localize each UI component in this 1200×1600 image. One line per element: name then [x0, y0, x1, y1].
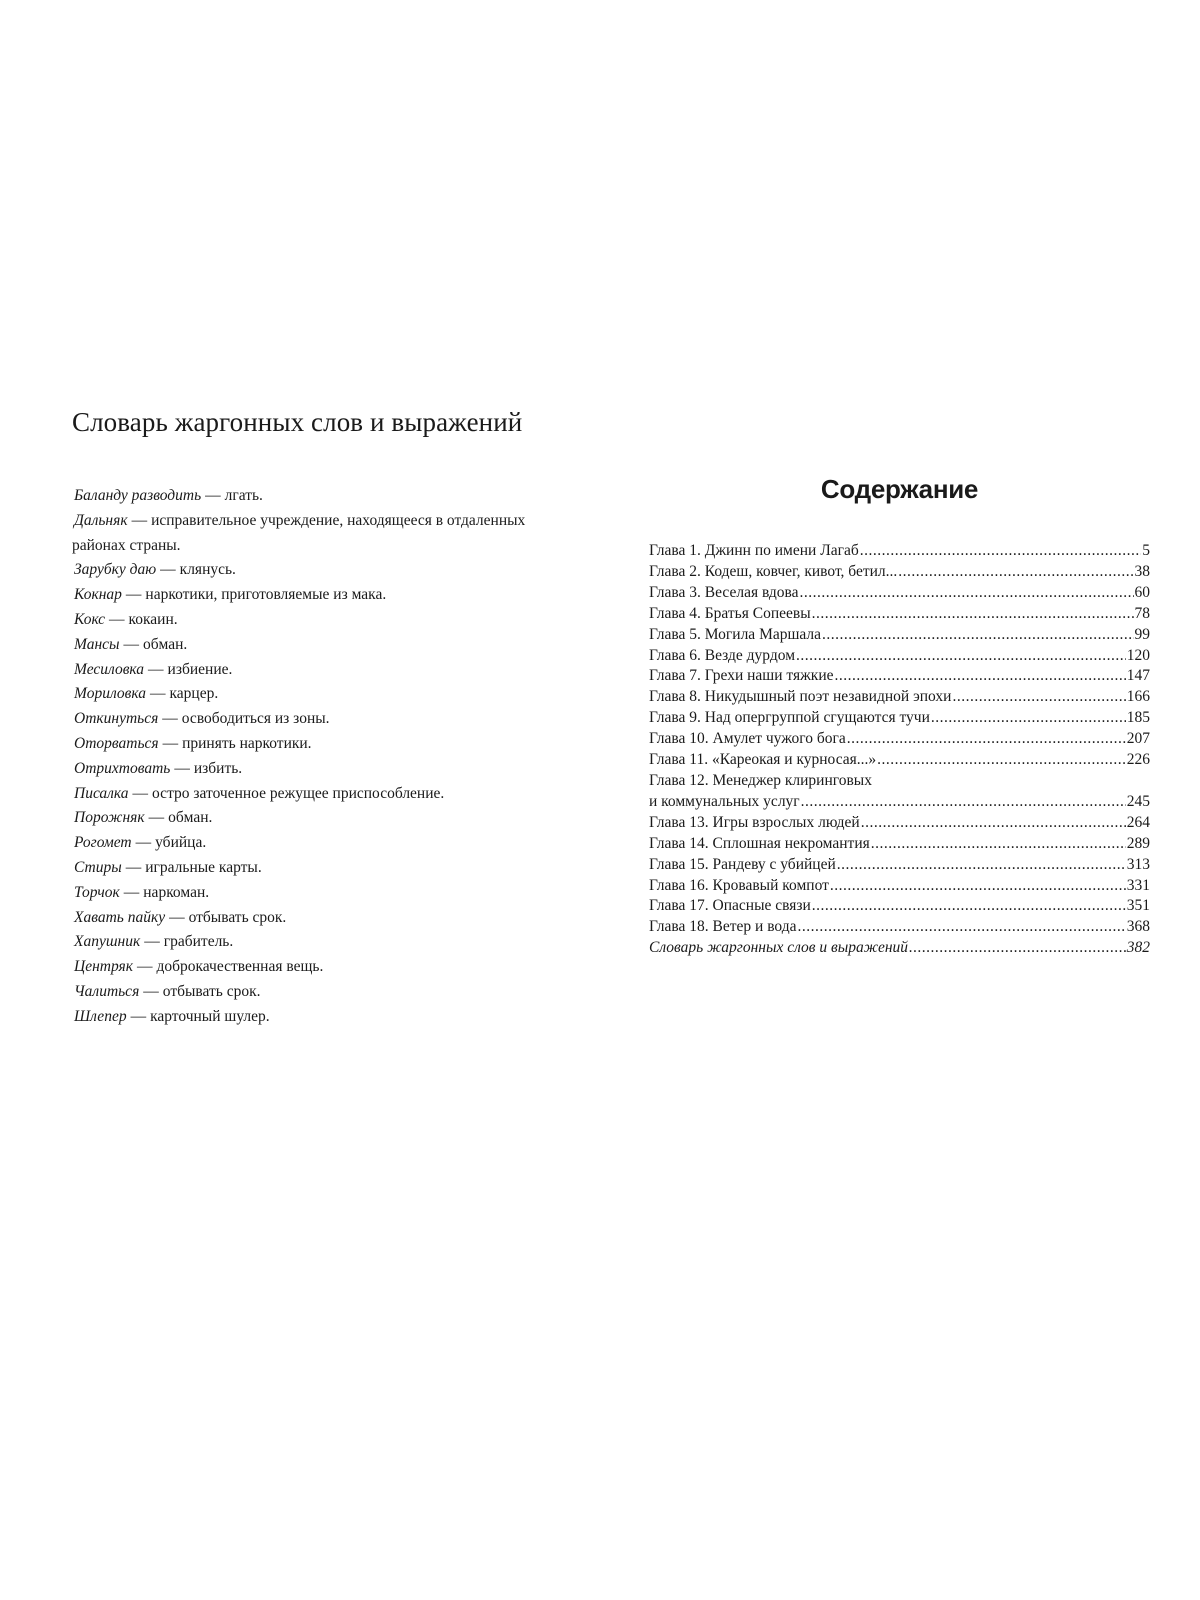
- glossary-term: Дальняк: [74, 511, 128, 529]
- glossary-definition: игральные карты.: [145, 858, 262, 876]
- toc-dot-leader: [812, 604, 1134, 625]
- glossary-dash: —: [130, 1007, 147, 1025]
- glossary-dash: —: [125, 858, 142, 876]
- glossary-entry: [72, 608, 572, 633]
- toc-entry-label: Глава 10. Амулет чужого бога: [649, 730, 846, 748]
- toc-entry-label: Глава 1. Джинн по имени Лагаб: [649, 542, 859, 559]
- glossary-definition: кокаин.: [128, 610, 178, 628]
- glossary-entry: [72, 682, 572, 707]
- glossary-dash: —: [123, 635, 140, 653]
- glossary-entry: [72, 955, 572, 980]
- toc-dot-leader: [847, 729, 1126, 750]
- toc-page-number: 60: [1134, 583, 1150, 601]
- glossary-term: Кокс: [74, 610, 105, 628]
- glossary-entry: [72, 881, 572, 906]
- toc-entry: [649, 771, 1150, 792]
- glossary-definition: клянусь.: [179, 561, 236, 579]
- glossary-term: Мориловка: [74, 685, 146, 703]
- toc-dot-leader: [801, 792, 1126, 813]
- toc-entry: [649, 562, 1150, 583]
- glossary-term: Рогомет: [74, 834, 132, 852]
- toc-entry-label: Глава 2. Кодеш, ковчег, кивот, бетил...: [649, 562, 898, 580]
- toc-entry-label: Глава 16. Кровавый компот: [649, 876, 829, 894]
- glossary-dash: —: [109, 610, 125, 628]
- glossary-dash: —: [148, 660, 164, 678]
- glossary-term: Отрихтовать: [74, 759, 171, 777]
- glossary-definition: убийца.: [155, 834, 207, 852]
- glossary-term: Зарубку даю: [74, 561, 157, 579]
- glossary-dash: —: [174, 759, 190, 777]
- toc-entry: [649, 917, 1150, 938]
- toc-entry: [649, 583, 1150, 604]
- glossary-definition-continuation: районах страны.: [72, 536, 181, 554]
- toc-page-number: 313: [1126, 855, 1150, 873]
- glossary-dash: —: [162, 710, 178, 728]
- toc-entry-label: Глава 8. Никудышный поэт незавидной эпохи: [649, 688, 952, 706]
- glossary-term: Чалиться: [74, 982, 140, 1000]
- glossary-definition: отбывать срок.: [162, 982, 261, 1000]
- toc-entry-label: Глава 12. Менеджер клиринговых: [649, 771, 872, 789]
- glossary-dash: —: [205, 487, 221, 504]
- toc-entry-label: Глава 11. «Кареокая и курносая...»: [649, 751, 877, 769]
- glossary-entry: [72, 707, 572, 732]
- toc-dot-leader: [877, 750, 1126, 771]
- glossary-term: Мансы: [74, 635, 120, 653]
- glossary-dash: —: [143, 982, 159, 1000]
- toc-entry: [649, 750, 1150, 771]
- toc-dot-leader: [835, 666, 1126, 687]
- toc-dot-leader: [796, 646, 1126, 667]
- toc-page-number: 99: [1134, 625, 1150, 643]
- toc-page-number: 120: [1126, 646, 1150, 664]
- toc-entry-label: Глава 18. Ветер и вода: [649, 918, 797, 936]
- glossary-dash: —: [162, 734, 179, 752]
- toc-dot-leader: [861, 813, 1126, 834]
- glossary-entry: [72, 856, 572, 881]
- glossary-term: Центряк: [74, 958, 133, 976]
- toc-page-number: 351: [1126, 897, 1150, 915]
- toc-dot-leader: [800, 583, 1134, 604]
- glossary-definition: избить.: [193, 759, 243, 777]
- glossary-dash: —: [144, 933, 160, 951]
- glossary-entry: [72, 980, 572, 1005]
- glossary-definition: освободиться из зоны.: [181, 710, 330, 728]
- glossary-dash: —: [135, 834, 152, 852]
- glossary-term: Баланду разводить: [74, 487, 202, 504]
- toc-page-number: 78: [1134, 604, 1150, 622]
- glossary-term: Порожняк: [74, 809, 145, 827]
- glossary-entry: [72, 558, 572, 583]
- toc-dot-leader: [871, 834, 1126, 855]
- glossary-entry: [72, 633, 572, 658]
- glossary-dash: —: [123, 883, 140, 901]
- glossary-page: [72, 404, 572, 1030]
- glossary-entry: [72, 658, 572, 683]
- toc-list: [649, 541, 1150, 959]
- toc-entry: [649, 729, 1150, 750]
- toc-entry: [649, 604, 1150, 625]
- glossary-entry: [72, 831, 572, 856]
- toc-entry-label: Глава 6. Везде дурдом: [649, 646, 796, 664]
- glossary-term: Шлепер: [74, 1007, 127, 1025]
- glossary-dash: —: [148, 809, 165, 827]
- glossary-entry: [72, 732, 572, 757]
- glossary-definition: исправительное учреждение, находящееся в отдаленных: [151, 511, 526, 529]
- glossary-definition: наркотики, приготовляемые из мака.: [145, 586, 387, 604]
- glossary-definition: лгать.: [224, 487, 263, 504]
- toc-dot-leader: [931, 708, 1126, 729]
- toc-entry: [649, 938, 1150, 959]
- glossary-term: Писалка: [74, 784, 129, 802]
- toc-page: [649, 472, 1150, 959]
- toc-entry-label: Глава 17. Опасные связи: [649, 897, 811, 915]
- glossary-entry: [72, 1005, 572, 1030]
- toc-entry-label: Глава 3. Веселая вдова: [649, 583, 799, 601]
- glossary-definition: грабитель.: [163, 933, 234, 951]
- toc-entry: [649, 876, 1150, 897]
- toc-entry: [649, 855, 1150, 876]
- glossary-dash: —: [132, 784, 149, 802]
- toc-dot-leader: [830, 876, 1126, 897]
- glossary-entry: [72, 806, 572, 831]
- glossary-entry: [72, 782, 572, 807]
- toc-entry: [649, 792, 1150, 813]
- glossary-dash: —: [131, 511, 148, 529]
- glossary-term: Торчок: [74, 883, 120, 901]
- glossary-dash: —: [160, 561, 176, 579]
- toc-page-number: 38: [1134, 562, 1150, 580]
- toc-entry: [649, 625, 1150, 646]
- glossary-list: [72, 484, 572, 1030]
- toc-entry-label: Глава 15. Рандеву с убийцей: [649, 855, 836, 873]
- toc-entry: [649, 687, 1150, 708]
- glossary-definition: отбывать срок.: [188, 908, 287, 926]
- toc-entry-label: Глава 5. Могила Маршала: [649, 625, 822, 643]
- glossary-definition: наркоман.: [143, 883, 210, 901]
- toc-page-number: 166: [1126, 688, 1150, 706]
- toc-page-number: 226: [1126, 751, 1150, 769]
- glossary-definition: остро заточенное режущее приспособление.: [152, 784, 445, 802]
- toc-page-number: 245: [1126, 792, 1150, 810]
- toc-page-number: 264: [1126, 813, 1150, 831]
- toc-entry: [649, 813, 1150, 834]
- toc-entry-label: Словарь жаргонных слов и выражений: [649, 939, 909, 957]
- glossary-term: Кокнар: [74, 586, 122, 604]
- toc-dot-leader: [837, 855, 1126, 876]
- toc-dot-leader: [797, 917, 1125, 938]
- glossary-dash: —: [149, 685, 166, 703]
- toc-dot-leader: [898, 562, 1133, 583]
- glossary-term: Оторваться: [74, 734, 159, 752]
- glossary-dash: —: [125, 586, 142, 604]
- glossary-term: Хапушник: [74, 933, 141, 951]
- toc-page-number: 382: [1126, 939, 1150, 957]
- toc-entry: [649, 708, 1150, 729]
- glossary-entry: [72, 583, 572, 608]
- toc-page-number: 368: [1126, 918, 1150, 936]
- toc-entry-label: Глава 13. Игры взрослых людей: [649, 813, 860, 831]
- toc-entry: [649, 541, 1150, 562]
- glossary-dash: —: [136, 958, 153, 976]
- glossary-term: Хавать пайку: [74, 908, 166, 926]
- toc-page-number: 289: [1126, 834, 1150, 852]
- toc-entry-label: Глава 4. Братья Сопеевы: [649, 604, 811, 622]
- glossary-title: Словарь жаргонных слов и выражений: [72, 407, 523, 437]
- glossary-definition: принять наркотики.: [182, 734, 312, 752]
- glossary-entry: [72, 906, 572, 931]
- glossary-entry: [72, 509, 572, 559]
- toc-page-number: 185: [1126, 709, 1150, 727]
- toc-page-number: 331: [1126, 876, 1150, 894]
- glossary-definition: обман.: [168, 809, 213, 827]
- glossary-dash: —: [169, 908, 185, 926]
- toc-page-number: 147: [1126, 667, 1150, 685]
- toc-entry: [649, 834, 1150, 855]
- toc-entry: [649, 666, 1150, 687]
- toc-entry-label: и коммунальных услуг: [649, 792, 800, 810]
- glossary-entry: [72, 484, 572, 509]
- toc-entry-label: Глава 7. Грехи наши тяжкие: [649, 667, 834, 685]
- toc-dot-leader: [952, 687, 1125, 708]
- toc-dot-leader: [822, 625, 1133, 646]
- toc-entry-label: Глава 14. Сплошная некромантия: [649, 834, 870, 852]
- toc-entry: [649, 896, 1150, 917]
- glossary-term: Месиловка: [74, 660, 145, 678]
- toc-page-number: 5: [1142, 542, 1150, 559]
- toc-entry: [649, 646, 1150, 667]
- toc-entry-label: Глава 9. Над опергруппой сгущаются тучи: [649, 709, 930, 727]
- glossary-definition: карточный шулер.: [150, 1007, 270, 1025]
- toc-dot-leader: [860, 541, 1142, 562]
- glossary-definition: избиение.: [167, 660, 233, 678]
- glossary-definition: карцер.: [169, 685, 219, 703]
- glossary-entry: [72, 757, 572, 782]
- toc-page-number: 207: [1126, 730, 1150, 748]
- glossary-entry: [72, 930, 572, 955]
- glossary-term: Стиры: [74, 858, 122, 876]
- toc-dot-leader: [812, 896, 1126, 917]
- glossary-definition: доброкачественная вещь.: [156, 958, 324, 976]
- toc-title: Содержание: [820, 474, 979, 504]
- glossary-definition: обман.: [143, 635, 188, 653]
- toc-dot-leader: [909, 938, 1126, 959]
- glossary-term: Откинуться: [74, 710, 159, 728]
